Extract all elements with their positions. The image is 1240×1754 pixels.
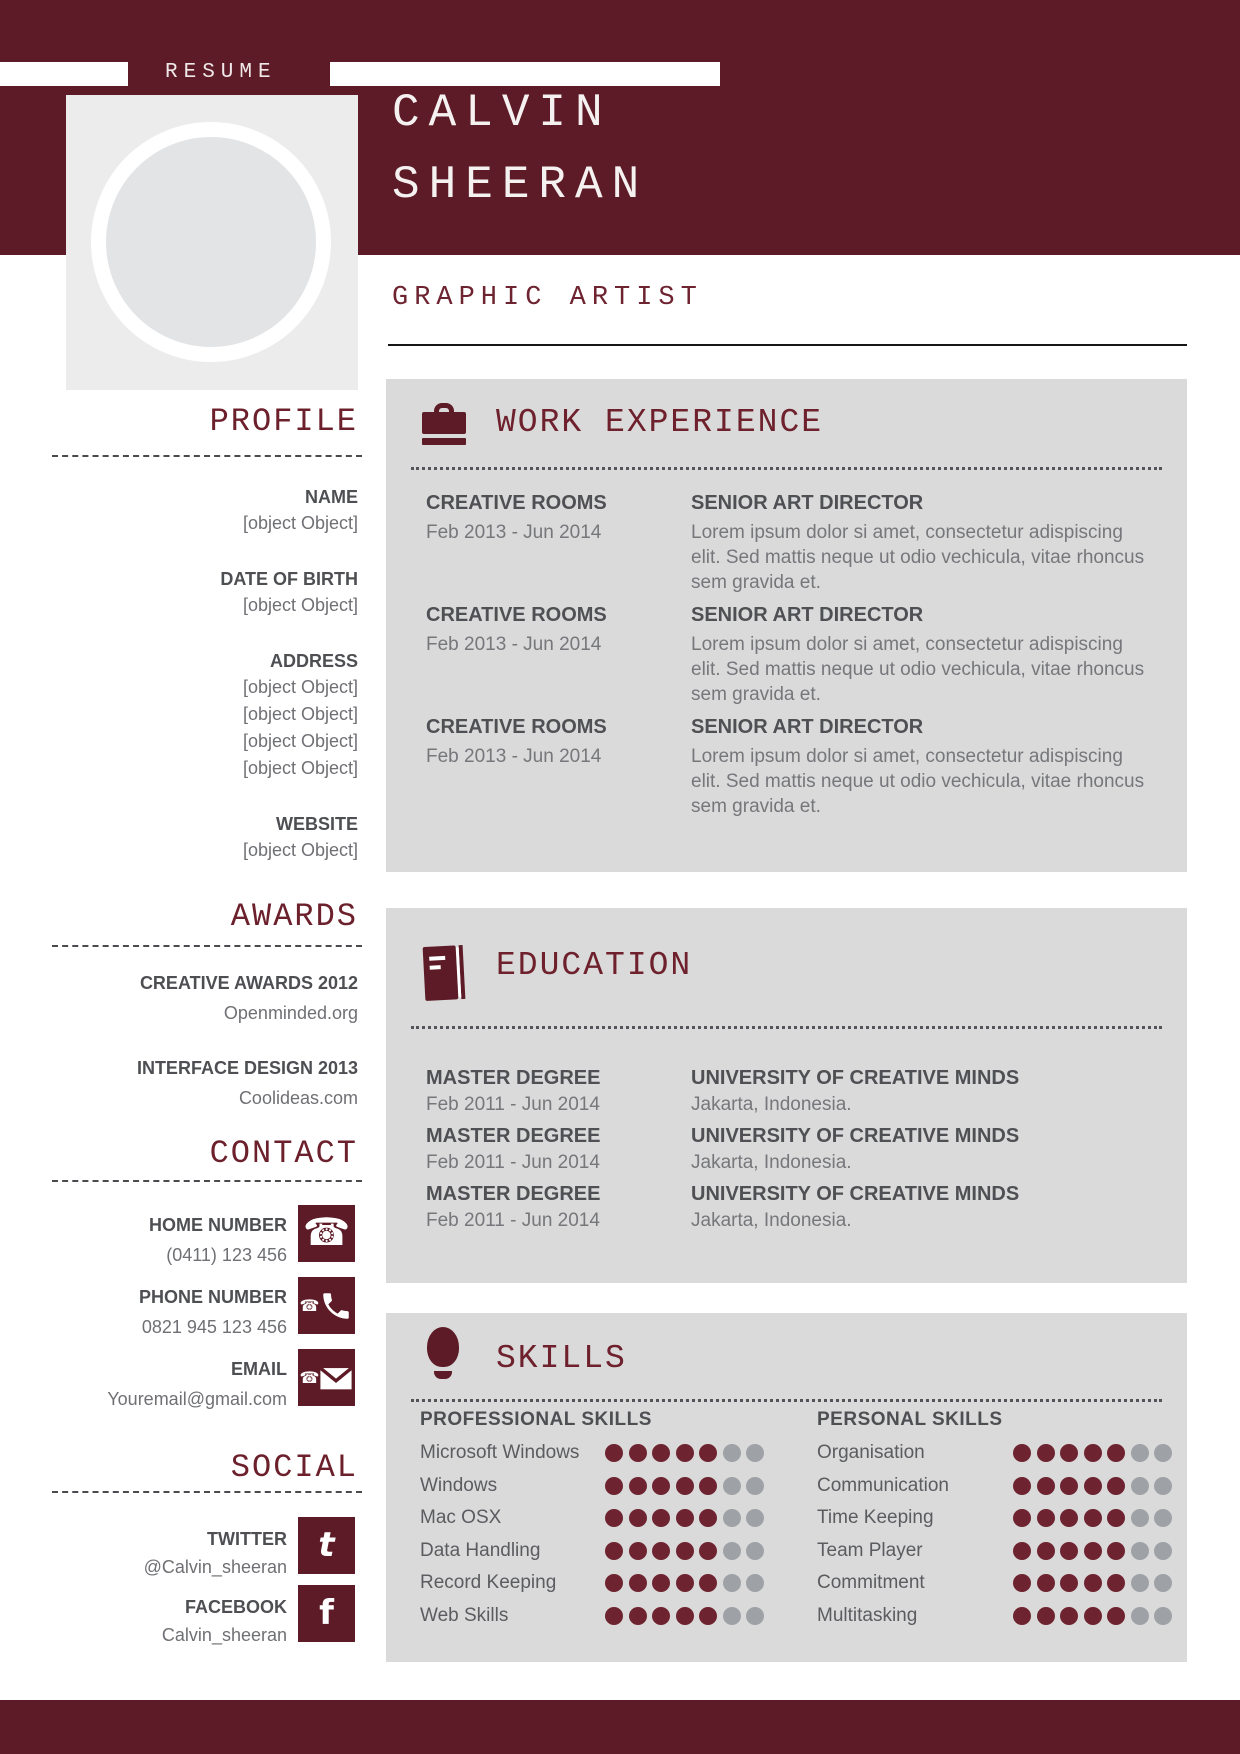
work-entries xyxy=(426,491,1147,827)
profile-section-title: PROFILE xyxy=(209,403,358,440)
skill-row xyxy=(817,1567,1167,1600)
education-period: Feb 2011 - Jun 2014 xyxy=(426,1210,600,1231)
degree-name: MASTER DEGREE xyxy=(426,1125,601,1147)
skill-rating xyxy=(605,1574,764,1592)
handset-icon xyxy=(298,1277,355,1334)
award-name: INTERFACE DESIGN 2013 xyxy=(136,1058,358,1078)
skill-dot-empty xyxy=(746,1444,764,1462)
skill-dot-empty xyxy=(746,1477,764,1495)
skill-dot-filled xyxy=(676,1542,694,1560)
skill-name: Time Keeping xyxy=(817,1507,934,1529)
skill-rating xyxy=(1013,1444,1172,1462)
social-label: TWITTER xyxy=(207,1529,287,1549)
telephone-glyph: ☎ xyxy=(302,1212,351,1254)
education-dotted-divider xyxy=(411,1026,1162,1029)
degree-name: MASTER DEGREE xyxy=(426,1183,601,1205)
skill-dot-filled xyxy=(629,1542,647,1560)
skill-dot-filled xyxy=(1013,1477,1031,1495)
skill-dot-filled xyxy=(652,1477,670,1495)
telephone-icon xyxy=(298,1205,355,1262)
education-entry xyxy=(426,1124,1147,1174)
skill-name: Organisation xyxy=(817,1442,925,1464)
skill-dot-filled xyxy=(1037,1477,1055,1495)
skill-rating xyxy=(605,1477,764,1495)
profile-field-values xyxy=(40,510,358,537)
profile-field-label: NAME xyxy=(305,487,358,507)
skill-dot-empty xyxy=(746,1607,764,1625)
contact-section-title: CONTACT xyxy=(209,1135,358,1172)
profile-field xyxy=(40,567,358,619)
profile-field-value: [object Object] xyxy=(242,731,358,751)
work-entry-left xyxy=(426,715,691,819)
twitter-icon: t xyxy=(298,1517,355,1574)
skill-row xyxy=(420,1437,800,1470)
skill-dot-filled xyxy=(1037,1542,1055,1560)
social-list xyxy=(40,1517,358,1653)
skill-dot-empty xyxy=(746,1509,764,1527)
briefcase-icon xyxy=(422,403,466,445)
skill-name: Team Player xyxy=(817,1539,923,1561)
skill-dot-empty xyxy=(746,1574,764,1592)
first-name: CALVIN xyxy=(392,87,612,139)
profile-divider xyxy=(52,455,362,457)
contact-text xyxy=(40,1205,287,1267)
skill-name: Multitasking xyxy=(817,1604,918,1626)
skill-name: Windows xyxy=(420,1474,498,1496)
skill-dot-filled xyxy=(629,1607,647,1625)
skill-dot-empty xyxy=(1154,1444,1172,1462)
skill-name: Data Handling xyxy=(420,1539,541,1561)
skill-dot-filled xyxy=(629,1574,647,1592)
education-panel xyxy=(386,908,1187,1283)
skill-rating xyxy=(1013,1607,1172,1625)
profile-field-value: [object Object] xyxy=(242,513,358,533)
contact-item xyxy=(40,1349,358,1409)
skill-dot-empty xyxy=(1154,1607,1172,1625)
skill-dot-empty xyxy=(723,1509,741,1527)
skill-dot-filled xyxy=(652,1607,670,1625)
personal-skills-list xyxy=(817,1437,1167,1632)
work-entry-right xyxy=(691,715,1147,819)
work-entry xyxy=(426,603,1147,707)
skill-dot-filled xyxy=(605,1574,623,1592)
profile-field-value: [object Object] xyxy=(242,704,358,724)
award-source: Openminded.org xyxy=(223,1003,358,1023)
last-name: SHEERAN xyxy=(392,159,649,211)
work-period: Feb 2013 - Jun 2014 xyxy=(426,522,602,543)
envelope-glyph xyxy=(319,1361,353,1395)
skill-rating xyxy=(605,1542,764,1560)
profile-field-label: ADDRESS xyxy=(269,651,358,671)
skill-row xyxy=(817,1437,1167,1470)
telephone-glyph: ☎ xyxy=(299,1297,320,1315)
work-experience-panel xyxy=(386,379,1187,872)
facebook-icon: f xyxy=(298,1585,355,1642)
award-source: Coolideas.com xyxy=(238,1088,358,1108)
header-stripe-right xyxy=(330,62,720,86)
contact-value: Youremail@gmail.com xyxy=(107,1389,287,1409)
skill-dot-filled xyxy=(1084,1574,1102,1592)
skill-dot-filled xyxy=(1013,1542,1031,1560)
skill-dot-empty xyxy=(723,1607,741,1625)
education-entry-right xyxy=(691,1066,1147,1116)
resume-label: RESUME xyxy=(165,61,277,84)
skill-dot-filled xyxy=(629,1509,647,1527)
skill-dot-filled xyxy=(652,1542,670,1560)
skill-rating xyxy=(605,1444,764,1462)
profile-field-value: [object Object] xyxy=(242,840,358,860)
education-entries xyxy=(426,1066,1147,1240)
school-name: UNIVERSITY OF CREATIVE MINDS xyxy=(691,1125,1020,1147)
work-period: Feb 2013 - Jun 2014 xyxy=(426,746,602,767)
skill-rating xyxy=(605,1509,764,1527)
personal-skills-heading: PERSONAL SKILLS xyxy=(817,1409,1003,1430)
education-entry-left xyxy=(426,1066,691,1116)
skill-dot-filled xyxy=(652,1509,670,1527)
company-name: CREATIVE ROOMS xyxy=(426,716,607,738)
profile-field xyxy=(40,812,358,864)
skill-dot-filled xyxy=(1107,1509,1125,1527)
skill-dot-filled xyxy=(676,1444,694,1462)
book-icon xyxy=(423,943,466,1003)
company-name: CREATIVE ROOMS xyxy=(426,604,607,626)
education-entry-right xyxy=(691,1182,1147,1232)
work-entry-left xyxy=(426,491,691,595)
skill-dot-filled xyxy=(1107,1477,1125,1495)
skill-rating xyxy=(1013,1477,1172,1495)
skill-dot-filled xyxy=(1107,1444,1125,1462)
contact-label: EMAIL xyxy=(231,1359,287,1379)
skill-dot-filled xyxy=(699,1542,717,1560)
skill-dot-empty xyxy=(723,1542,741,1560)
profile-field-value: [object Object] xyxy=(242,677,358,697)
school-location: Jakarta, Indonesia. xyxy=(691,1210,852,1231)
profile-field-values xyxy=(40,674,358,782)
skill-dot-empty xyxy=(1154,1509,1172,1527)
skill-dot-filled xyxy=(1107,1542,1125,1560)
skill-dot-empty xyxy=(1131,1542,1149,1560)
skill-dot-filled xyxy=(605,1542,623,1560)
skill-dot-empty xyxy=(1131,1444,1149,1462)
professional-skills-list xyxy=(420,1437,800,1632)
skill-name: Commitment xyxy=(817,1572,925,1594)
skill-dot-empty xyxy=(1131,1607,1149,1625)
skill-dot-empty xyxy=(723,1444,741,1462)
school-location: Jakarta, Indonesia. xyxy=(691,1152,852,1173)
skill-name: Mac OSX xyxy=(420,1507,502,1529)
skills-panel xyxy=(386,1313,1187,1662)
professional-skills-heading: PROFESSIONAL SKILLS xyxy=(420,1409,652,1430)
profile-field xyxy=(40,649,358,782)
profile-fields xyxy=(40,485,358,894)
work-entry-left xyxy=(426,603,691,707)
skill-row xyxy=(817,1502,1167,1535)
skill-dot-filled xyxy=(605,1607,623,1625)
skill-dot-empty xyxy=(746,1542,764,1560)
awards-list xyxy=(40,971,358,1141)
skill-dot-filled xyxy=(652,1444,670,1462)
social-text xyxy=(40,1517,287,1579)
envelope-icon xyxy=(298,1349,355,1406)
profile-field xyxy=(40,485,358,537)
skill-dot-filled xyxy=(1060,1477,1078,1495)
work-entry-right xyxy=(691,491,1147,595)
skill-dot-empty xyxy=(1154,1477,1172,1495)
skill-dot-filled xyxy=(1060,1607,1078,1625)
contact-divider xyxy=(52,1180,362,1182)
skill-dot-filled xyxy=(605,1509,623,1527)
profile-field-values xyxy=(40,837,358,864)
skill-dot-filled xyxy=(1013,1444,1031,1462)
skill-dot-filled xyxy=(1060,1444,1078,1462)
degree-name: MASTER DEGREE xyxy=(426,1067,601,1089)
skill-dot-filled xyxy=(699,1444,717,1462)
skill-dot-filled xyxy=(1084,1607,1102,1625)
skill-dot-filled xyxy=(1060,1542,1078,1560)
work-description: Lorem ipsum dolor si amet, consectetur adispiscing elit. Sed mattis neque ut odio vechicula, vitae rhoncus sem gravida et. xyxy=(691,634,1145,705)
skill-dot-filled xyxy=(1013,1509,1031,1527)
skill-dot-filled xyxy=(1013,1607,1031,1625)
work-section-title: WORK EXPERIENCE xyxy=(496,404,824,441)
avatar xyxy=(106,137,316,347)
skill-dot-filled xyxy=(1037,1574,1055,1592)
work-entry xyxy=(426,715,1147,819)
skill-dot-filled xyxy=(1084,1444,1102,1462)
skill-dot-filled xyxy=(1037,1509,1055,1527)
profile-field-label: WEBSITE xyxy=(275,814,358,834)
skill-row xyxy=(420,1470,800,1503)
education-section-title: EDUCATION xyxy=(496,947,693,984)
profile-field-value: [object Object] xyxy=(242,595,358,615)
header-rule xyxy=(388,344,1187,346)
contact-item xyxy=(40,1205,358,1265)
company-name: CREATIVE ROOMS xyxy=(426,492,607,514)
profile-field-values xyxy=(40,592,358,619)
profile-field-label: DATE OF BIRTH xyxy=(220,569,358,589)
skill-dot-filled xyxy=(629,1477,647,1495)
education-period: Feb 2011 - Jun 2014 xyxy=(426,1094,600,1115)
skill-dot-filled xyxy=(652,1574,670,1592)
skill-dot-empty xyxy=(1131,1477,1149,1495)
skill-row xyxy=(420,1567,800,1600)
skill-dot-filled xyxy=(1107,1574,1125,1592)
skill-row xyxy=(420,1502,800,1535)
school-location: Jakarta, Indonesia. xyxy=(691,1094,852,1115)
skill-dot-empty xyxy=(1131,1509,1149,1527)
contact-value: 0821 945 123 456 xyxy=(141,1317,287,1337)
social-section-title: SOCIAL xyxy=(230,1449,358,1486)
skill-dot-filled xyxy=(676,1607,694,1625)
skill-dot-filled xyxy=(699,1607,717,1625)
skill-dot-filled xyxy=(1084,1477,1102,1495)
social-label: FACEBOOK xyxy=(184,1597,287,1617)
work-dotted-divider xyxy=(411,467,1162,470)
award-item xyxy=(40,971,358,1025)
social-item xyxy=(40,1585,358,1645)
skill-dot-empty xyxy=(1131,1574,1149,1592)
header-stripe-left xyxy=(0,62,128,86)
skill-dot-filled xyxy=(1060,1574,1078,1592)
telephone-glyph: ☎ xyxy=(299,1369,320,1387)
award-name: CREATIVE AWARDS 2012 xyxy=(139,973,358,993)
position-title: SENIOR ART DIRECTOR xyxy=(691,716,924,738)
social-handle: @Calvin_sheeran xyxy=(143,1557,287,1577)
contact-value: (0411) 123 456 xyxy=(166,1245,287,1265)
awards-divider xyxy=(52,945,362,947)
education-entry-left xyxy=(426,1182,691,1232)
skill-name: Record Keeping xyxy=(420,1572,557,1594)
award-item xyxy=(40,1056,358,1110)
skill-dot-filled xyxy=(1084,1509,1102,1527)
education-entry-left xyxy=(426,1124,691,1174)
skill-dot-filled xyxy=(699,1477,717,1495)
skill-dot-filled xyxy=(1060,1509,1078,1527)
skill-dot-filled xyxy=(1013,1574,1031,1592)
social-handle: Calvin_sheeran xyxy=(161,1625,287,1645)
contact-label: HOME NUMBER xyxy=(149,1215,287,1235)
skill-row xyxy=(420,1600,800,1633)
education-entry xyxy=(426,1066,1147,1116)
education-entry xyxy=(426,1182,1147,1232)
skill-dot-filled xyxy=(629,1444,647,1462)
skill-dot-filled xyxy=(699,1574,717,1592)
contact-text xyxy=(40,1349,287,1411)
skill-row xyxy=(420,1535,800,1568)
work-entry-right xyxy=(691,603,1147,707)
position-title: SENIOR ART DIRECTOR xyxy=(691,492,924,514)
awards-section-title: AWARDS xyxy=(230,898,358,935)
skill-dot-filled xyxy=(1107,1607,1125,1625)
skill-dot-filled xyxy=(676,1509,694,1527)
skill-rating xyxy=(1013,1509,1172,1527)
contact-list xyxy=(40,1205,358,1421)
skill-dot-filled xyxy=(699,1509,717,1527)
position-title: SENIOR ART DIRECTOR xyxy=(691,604,924,626)
skill-name: Web Skills xyxy=(420,1604,509,1626)
skills-section-title: SKILLS xyxy=(496,1340,627,1377)
skill-name: Communication xyxy=(817,1474,949,1496)
skill-dot-empty xyxy=(1154,1574,1172,1592)
skills-dotted-divider xyxy=(411,1399,1162,1402)
social-item xyxy=(40,1517,358,1577)
skill-dot-filled xyxy=(605,1444,623,1462)
footer-bar xyxy=(0,1700,1240,1754)
work-period: Feb 2013 - Jun 2014 xyxy=(426,634,602,655)
skill-dot-filled xyxy=(605,1477,623,1495)
skill-dot-filled xyxy=(676,1477,694,1495)
job-title: GRAPHIC ARTIST xyxy=(392,283,703,313)
skill-dot-filled xyxy=(676,1574,694,1592)
work-entry xyxy=(426,491,1147,595)
skill-rating xyxy=(1013,1574,1172,1592)
education-period: Feb 2011 - Jun 2014 xyxy=(426,1152,600,1173)
skill-dot-empty xyxy=(1154,1542,1172,1560)
school-name: UNIVERSITY OF CREATIVE MINDS xyxy=(691,1183,1020,1205)
skill-dot-filled xyxy=(1084,1542,1102,1560)
skill-name: Microsoft Windows xyxy=(420,1442,580,1464)
skill-dot-filled xyxy=(1037,1444,1055,1462)
education-entry-right xyxy=(691,1124,1147,1174)
skill-rating xyxy=(605,1607,764,1625)
skill-row xyxy=(817,1600,1167,1633)
contact-label: PHONE NUMBER xyxy=(138,1287,287,1307)
profile-field-value: [object Object] xyxy=(242,758,358,778)
social-text xyxy=(40,1585,287,1647)
skill-dot-filled xyxy=(1037,1607,1055,1625)
skill-rating xyxy=(1013,1542,1172,1560)
school-name: UNIVERSITY OF CREATIVE MINDS xyxy=(691,1067,1020,1089)
skill-dot-empty xyxy=(723,1574,741,1592)
lightbulb-icon xyxy=(426,1327,460,1389)
work-description: Lorem ipsum dolor si amet, consectetur adispiscing elit. Sed mattis neque ut odio vechicula, vitae rhoncus sem gravida et. xyxy=(691,522,1145,593)
contact-text xyxy=(40,1277,287,1339)
handset-glyph xyxy=(319,1289,353,1323)
social-divider xyxy=(52,1491,362,1493)
skill-row xyxy=(817,1470,1167,1503)
skill-dot-empty xyxy=(723,1477,741,1495)
work-description: Lorem ipsum dolor si amet, consectetur adispiscing elit. Sed mattis neque ut odio vechicula, vitae rhoncus sem gravida et. xyxy=(691,746,1145,817)
contact-item xyxy=(40,1277,358,1337)
skill-row xyxy=(817,1535,1167,1568)
